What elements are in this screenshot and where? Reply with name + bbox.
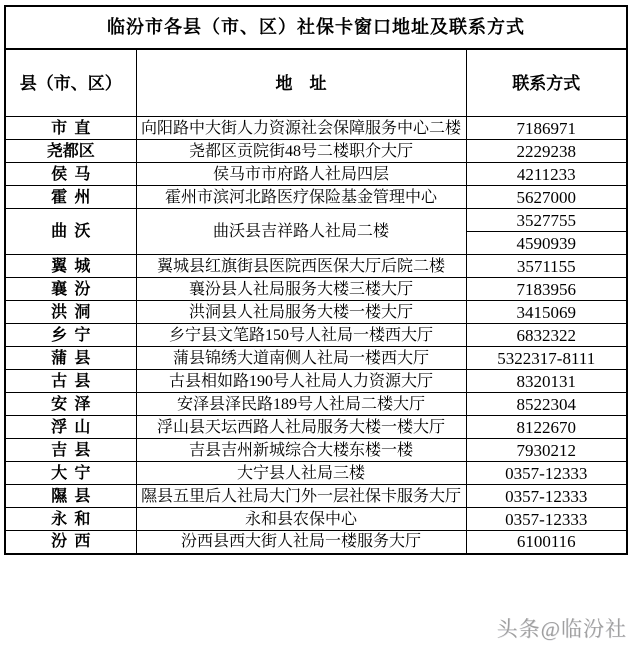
contact-number: 7930212 [466,439,627,462]
table-row [5,416,627,439]
table-row [5,462,627,485]
table-row [5,347,627,370]
address: 蒲县锦绣大道南侧人社局一楼西大厅 [136,347,466,370]
column-header-contact: 联系方式 [466,49,627,117]
table-row [5,485,627,508]
contact-number: 6100116 [466,531,627,554]
contact-number: 3571155 [466,255,627,278]
county-name: 霍州 [5,186,136,209]
title-row [5,6,627,49]
address: 古县相如路190号人社局人力资源大厅 [136,370,466,393]
address: 隰县五里后人社局大门外一层社保卡服务大厅 [136,485,466,508]
address: 霍州市滨河北路医疗保险基金管理中心 [136,186,466,209]
county-name: 尧都区 [5,140,136,163]
county-name: 市直 [5,117,136,140]
contact-number: 8320131 [466,370,627,393]
address: 尧都区贡院街48号二楼职介大厅 [136,140,466,163]
table-row [5,439,627,462]
address: 汾西县西大街人社局一楼服务大厅 [136,531,466,554]
address: 侯马市市府路人社局四层 [136,163,466,186]
table-row [5,278,627,301]
table-row [5,393,627,416]
address: 曲沃县吉祥路人社局二楼 [136,209,466,255]
table-row [5,186,627,209]
county-name: 安泽 [5,393,136,416]
contact-number: 2229238 [466,140,627,163]
address: 襄汾县人社局服务大楼三楼大厅 [136,278,466,301]
county-name: 洪洞 [5,301,136,324]
county-name: 大宁 [5,462,136,485]
social-security-contact-table [4,5,628,555]
table-body [5,117,627,554]
header-row [5,49,627,117]
table-row [5,140,627,163]
county-name: 古县 [5,370,136,393]
contact-number: 3415069 [466,301,627,324]
address: 安泽县泽民路189号人社局二楼大厅 [136,393,466,416]
column-header-county: 县（市、区） [5,49,136,117]
contact-number: 5322317-8111 [466,347,627,370]
contact-number: 4590939 [466,232,627,255]
contact-number: 0357-12333 [466,485,627,508]
address: 永和县农保中心 [136,508,466,531]
table-row [5,255,627,278]
contact-number: 0357-12333 [466,462,627,485]
county-name: 侯马 [5,163,136,186]
county-name: 翼城 [5,255,136,278]
table-row [5,508,627,531]
address: 洪洞县人社局服务大楼一楼大厅 [136,301,466,324]
address: 翼城县红旗街县医院西医保大厅后院二楼 [136,255,466,278]
county-name: 永和 [5,508,136,531]
contact-number: 4211233 [466,163,627,186]
contact-number: 6832322 [466,324,627,347]
address: 向阳路中大街人力资源社会保障服务中心二楼 [136,117,466,140]
county-name: 汾西 [5,531,136,554]
contact-number: 3527755 [466,209,627,232]
contact-number: 7183956 [466,278,627,301]
table-row [5,209,627,232]
column-header-address: 地 址 [136,49,466,117]
table-row [5,163,627,186]
address: 吉县吉州新城综合大楼东楼一楼 [136,439,466,462]
contact-number: 8122670 [466,416,627,439]
county-name: 襄汾 [5,278,136,301]
watermark-text: 头条@临汾社 [496,617,627,641]
address: 乡宁县文笔路150号人社局一楼西大厅 [136,324,466,347]
contact-number: 0357-12333 [466,508,627,531]
contact-number: 5627000 [466,186,627,209]
county-name: 吉县 [5,439,136,462]
county-name: 蒲县 [5,347,136,370]
table-row [5,117,627,140]
county-name: 浮山 [5,416,136,439]
county-name: 隰县 [5,485,136,508]
contact-number: 8522304 [466,393,627,416]
table-row [5,301,627,324]
address: 浮山县天坛西路人社局服务大楼一楼大厅 [136,416,466,439]
table-row [5,370,627,393]
address: 大宁县人社局三楼 [136,462,466,485]
county-name: 曲沃 [5,209,136,255]
contact-number: 7186971 [466,117,627,140]
table-title: 临汾市各县（市、区）社保卡窗口地址及联系方式 [5,6,627,49]
table-row [5,531,627,554]
county-name: 乡宁 [5,324,136,347]
table-row [5,324,627,347]
